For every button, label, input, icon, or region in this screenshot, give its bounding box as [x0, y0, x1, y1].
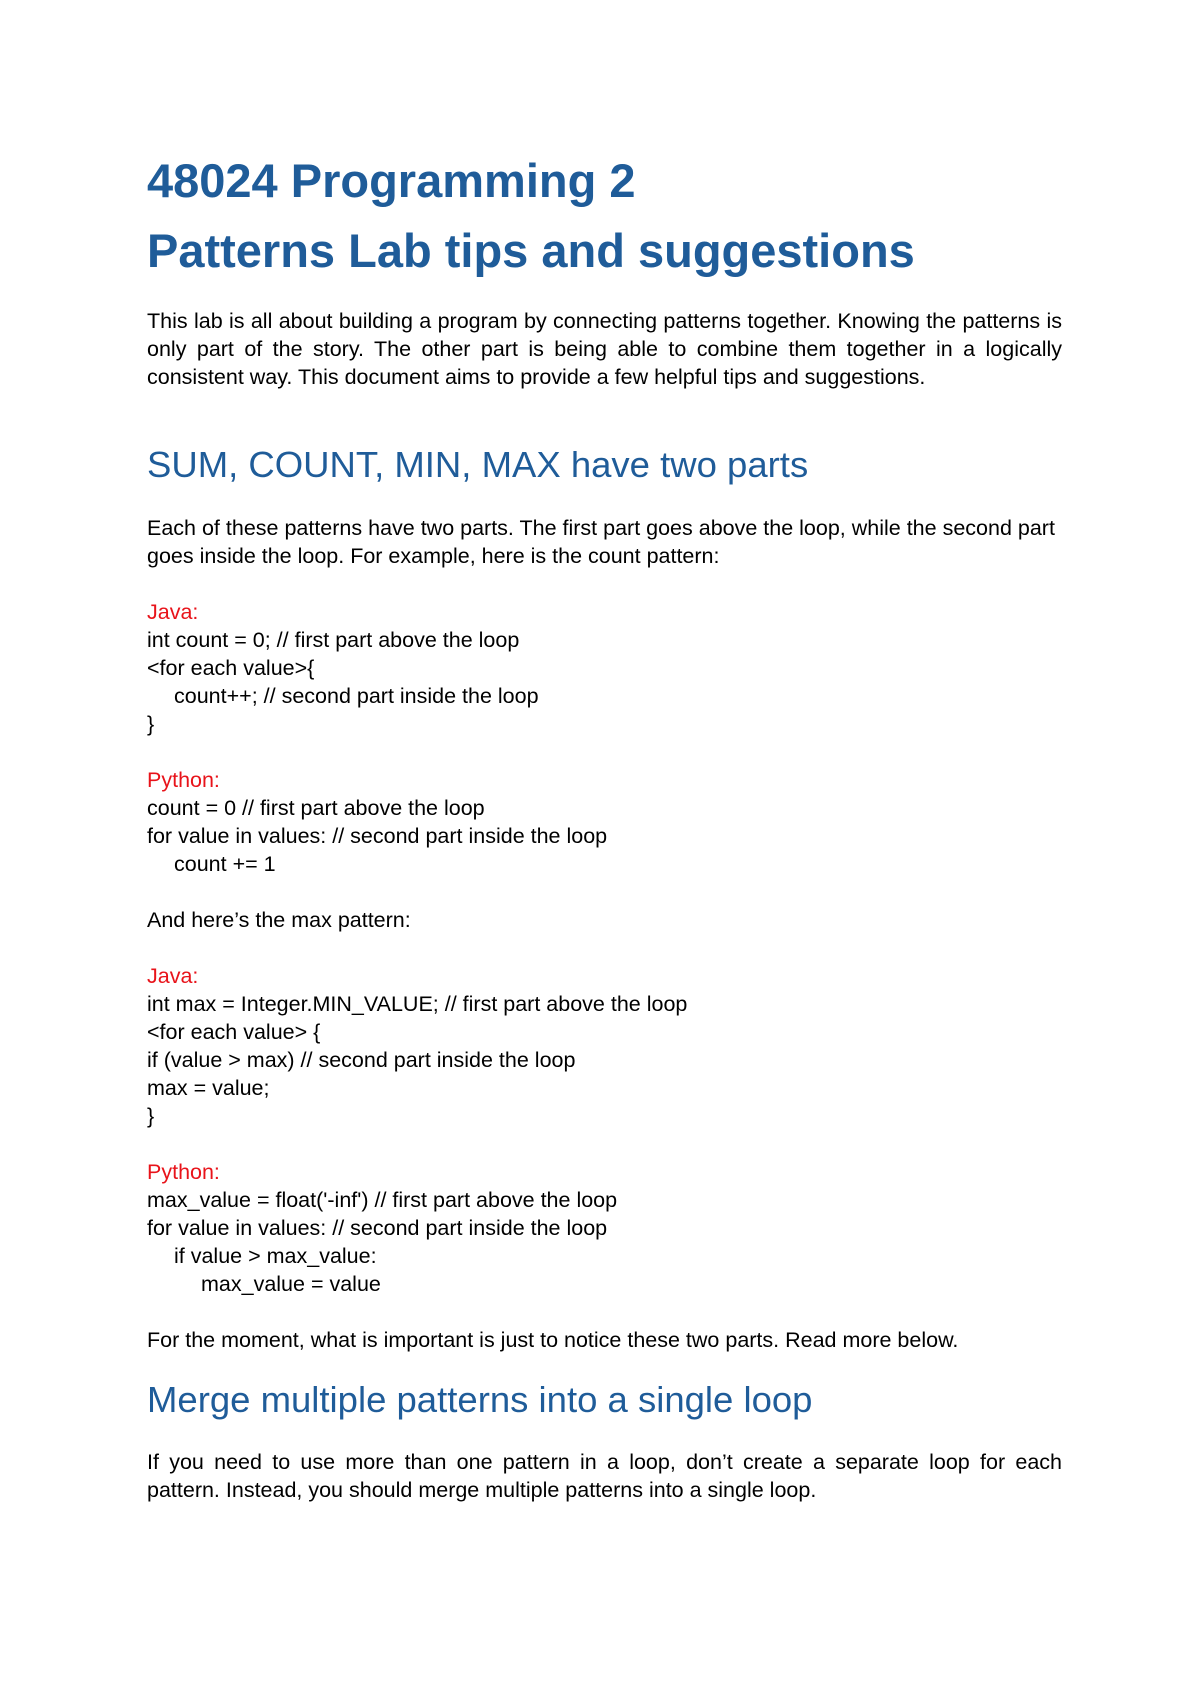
intro-paragraph: This lab is all about building a program by connecting patterns together. Knowing the patterns is only part of the story. The other part is being able to combine them together in a logically consistent way. This document aims to provide a few helpful tips and suggestions. [147, 309, 1062, 389]
section-paragraph-merge: If you need to use more than one pattern in a loop, don’t create a separate loop for each pattern. Instead, you should merge multiple patterns into a single loop. [147, 1450, 1062, 1502]
language-label-python: Python: [147, 768, 220, 792]
code-line: <for each value> { [147, 1020, 321, 1044]
code-block-count-java [147, 598, 1062, 738]
document-title [147, 146, 1062, 286]
code-line: } [147, 712, 155, 736]
max-pattern-intro: And here’s the max pattern: [147, 908, 411, 932]
language-label-python: Python: [147, 1160, 220, 1184]
section-heading-two-parts: SUM, COUNT, MIN, MAX have two parts [147, 444, 809, 485]
code-line: for value in values: // second part inside the loop [147, 1216, 608, 1240]
section-heading-merge: Merge multiple patterns into a single loop [147, 1379, 813, 1420]
code-line: max_value = float('-inf') // first part above the loop [147, 1188, 618, 1212]
code-line: count++; // second part inside the loop [174, 684, 539, 708]
document-page [147, 146, 1062, 1504]
language-label-java: Java: [147, 600, 199, 624]
code-line: count = 0 // first part above the loop [147, 796, 485, 820]
code-line: if value > max_value: [174, 1244, 377, 1268]
code-line: if (value > max) // second part inside the loop [147, 1048, 576, 1072]
code-line: int max = Integer.MIN_VALUE; // first part above the loop [147, 992, 688, 1016]
code-line: max = value; [147, 1076, 270, 1100]
code-line: } [147, 1104, 155, 1128]
title-line-course: 48024 Programming 2 [147, 154, 636, 207]
title-line-subject: Patterns Lab tips and suggestions [147, 224, 915, 277]
code-block-count-python [147, 766, 1062, 878]
section-closing-paragraph: For the moment, what is important is just to notice these two parts. Read more below. [147, 1328, 959, 1352]
code-block-max-java [147, 962, 1062, 1130]
code-line: for value in values: // second part inside the loop [147, 824, 608, 848]
code-line: max_value = value [201, 1272, 381, 1296]
code-line: count += 1 [174, 852, 276, 876]
code-block-max-python [147, 1158, 1062, 1298]
section-paragraph-two-parts: Each of these patterns have two parts. The first part goes above the loop, while the second part goes inside the loop. For example, here is the count pattern: [147, 516, 1055, 568]
code-line: <for each value>{ [147, 656, 315, 680]
language-label-java: Java: [147, 964, 199, 988]
code-line: int count = 0; // first part above the loop [147, 628, 520, 652]
